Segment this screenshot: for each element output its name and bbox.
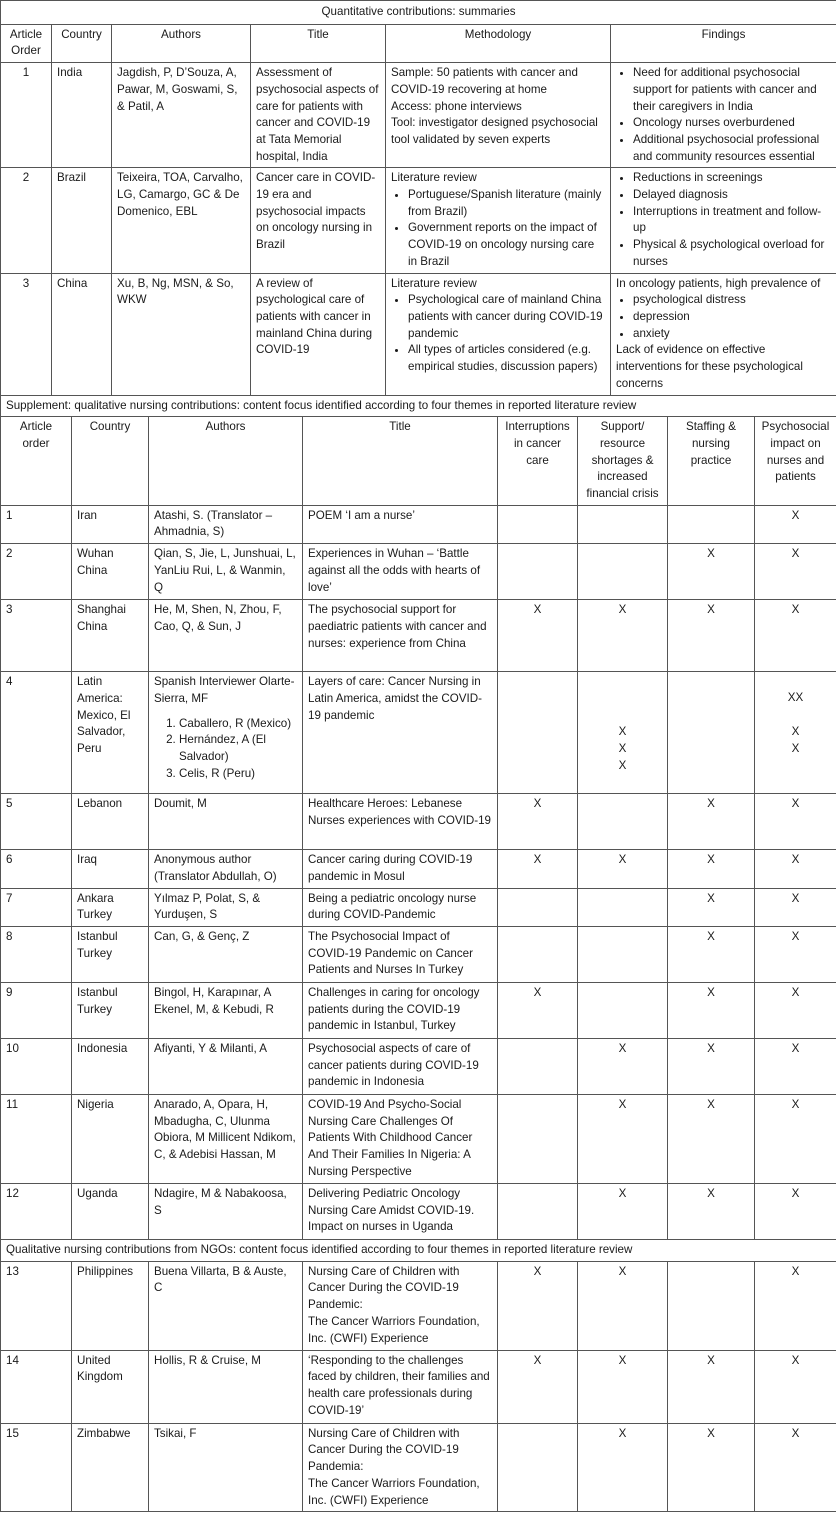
header-title: Title [303, 417, 498, 506]
table-row [1, 1038, 836, 1094]
quantitative-header-row [1, 24, 836, 62]
mark-psychosocial: X [755, 1423, 836, 1512]
mark-psychosocial: X [755, 1038, 836, 1094]
mark-psychosocial [755, 672, 836, 794]
title: Healthcare Heroes: Lebanese Nurses experiences with COVID-19 [303, 794, 498, 850]
authors: Buena Villarta, B & Auste, C [149, 1261, 303, 1350]
table-row [1, 888, 836, 926]
table-row [1, 672, 836, 794]
methodology [386, 168, 611, 273]
mark-psychosocial: X [755, 1261, 836, 1350]
authors-list [154, 716, 297, 783]
header-support-shortages: Support/ resource shortages & increased financial crisis [578, 417, 668, 506]
table-row [1, 544, 836, 600]
authors: Anarado, A, Opara, H, Mbadugha, C, Ulunma Obiora, M Millicent Ndikom, C, & Adebisi Hassan, M [149, 1094, 303, 1183]
mark-interruptions [498, 544, 578, 600]
article-order: 4 [1, 672, 72, 794]
findings-list [616, 292, 831, 342]
country: Iran [72, 505, 149, 543]
table-row [1, 168, 836, 273]
table-row [1, 1094, 836, 1183]
methodology-line: Access: phone interviews [391, 99, 522, 113]
finding-item: • Physical & psychological overload for nurses [633, 237, 831, 270]
mark-psychosocial: X [755, 1350, 836, 1423]
article-order: 15 [1, 1423, 72, 1512]
mark-support [578, 544, 668, 600]
mark-interruptions [498, 888, 578, 926]
mark: X [791, 741, 800, 755]
table-row [1, 63, 836, 168]
table-row [1, 794, 836, 850]
title: Cancer caring during COVID-19 pandemic in Mosul [303, 850, 498, 888]
country: Latin America: Mexico, El Salvador, Peru [72, 672, 149, 794]
mark-interruptions: X [498, 1261, 578, 1350]
country: Nigeria [72, 1094, 149, 1183]
mark-staffing: X [668, 1183, 755, 1239]
mark-interruptions: X [498, 1350, 578, 1423]
table-row [1, 982, 836, 1038]
header-article-order: Article Order [1, 24, 52, 62]
mark-staffing: X [668, 544, 755, 600]
methodology-list [391, 292, 605, 376]
mark-interruptions: X [498, 600, 578, 672]
methodology-item: • All types of articles considered (e.g. empirical studies, discussion papers) [408, 342, 605, 375]
methodology-item: • Portuguese/Spanish literature (mainly from Brazil) [408, 187, 605, 220]
title: Cancer care in COVID-19 era and psychosocial impacts on oncology nursing in Brazil [251, 168, 386, 273]
table-row [1, 1350, 836, 1423]
article-order: 5 [1, 794, 72, 850]
findings-intro: In oncology patients, high prevalence of [616, 276, 821, 290]
mark-psychosocial: X [755, 850, 836, 888]
country: Brazil [52, 168, 112, 273]
title: The psychosocial support for paediatric patients with cancer and nurses: experience from China [303, 600, 498, 672]
mark-support: X [578, 850, 668, 888]
mark-staffing [668, 672, 755, 794]
finding-item: • Additional psychosocial professional and community resources essential [633, 132, 831, 165]
authors: Can, G, & Genç, Z [149, 926, 303, 982]
country: Shanghai China [72, 600, 149, 672]
header-authors: Authors [149, 417, 303, 506]
authors [149, 672, 303, 794]
header-methodology: Methodology [386, 24, 611, 62]
article-order: 2 [1, 544, 72, 600]
authors: Hollis, R & Cruise, M [149, 1350, 303, 1423]
mark-interruptions [498, 1094, 578, 1183]
mark-support [578, 982, 668, 1038]
table-row [1, 1261, 836, 1350]
article-order: 1 [1, 63, 52, 168]
country: Istanbul Turkey [72, 982, 149, 1038]
authors: Qian, S, Jie, L, Junshuai, L, YanLiu Rui, L, & Wanmin, Q [149, 544, 303, 600]
mark-psychosocial: X [755, 888, 836, 926]
country: Wuhan China [72, 544, 149, 600]
mark-support: X [578, 600, 668, 672]
authors: Ndagire, M & Nabakoosa, S [149, 1183, 303, 1239]
article-order: 9 [1, 982, 72, 1038]
authors: Afiyanti, Y & Milanti, A [149, 1038, 303, 1094]
mark-support: X [578, 1423, 668, 1512]
mark-interruptions [498, 1183, 578, 1239]
mark-interruptions [498, 1423, 578, 1512]
title: A review of psychological care of patients with cancer in mainland China during COVID-19 [251, 273, 386, 395]
country: Zimbabwe [72, 1423, 149, 1512]
mark-staffing: X [668, 1423, 755, 1512]
authors-intro: Spanish Interviewer Olarte-Sierra, MF [154, 675, 295, 705]
country: Uganda [72, 1183, 149, 1239]
methodology-intro: Literature review [391, 171, 477, 185]
mark-support: X [578, 1094, 668, 1183]
table-row [1, 505, 836, 543]
country: United Kingdom [72, 1350, 149, 1423]
authors: He, M, Shen, N, Zhou, F, Cao, Q, & Sun, J [149, 600, 303, 672]
table-row [1, 926, 836, 982]
header-authors: Authors [112, 24, 251, 62]
methodology-item: • Government reports on the impact of COVID-19 on oncology nursing care in Brazil [408, 220, 605, 270]
authors: Doumit, M [149, 794, 303, 850]
title: Experiences in Wuhan – ‘Battle against all the odds with hearts of love’ [303, 544, 498, 600]
title: Being a pediatric oncology nurse during COVID-Pandemic [303, 888, 498, 926]
mark-psychosocial: X [755, 505, 836, 543]
quantitative-caption: Quantitative contributions: summaries [1, 1, 836, 25]
mark-staffing: X [668, 888, 755, 926]
mark: XX [787, 691, 804, 705]
qualitative-header-row [1, 417, 836, 506]
finding-item: • depression [633, 309, 831, 326]
mark-staffing: X [668, 600, 755, 672]
author-item: 1. Caballero, R (Mexico) [179, 716, 297, 733]
finding-item: • Oncology nurses overburdened [633, 115, 831, 132]
mark-psychosocial: X [755, 982, 836, 1038]
authors: Yılmaz P, Polat, S, & Yurduşen, S [149, 888, 303, 926]
mark: X [618, 741, 627, 755]
ngo-caption-row [1, 1239, 836, 1261]
mark-staffing: X [668, 1038, 755, 1094]
table-row [1, 1423, 836, 1512]
finding-item: • psychological distress [633, 292, 831, 309]
mark-staffing [668, 505, 755, 543]
quantitative-table [0, 0, 836, 396]
article-order: 8 [1, 926, 72, 982]
findings [611, 168, 836, 273]
article-order: 2 [1, 168, 52, 273]
methodology-line: Tool: investigator designed psychosocial tool validated by seven experts [391, 116, 598, 146]
country: Lebanon [72, 794, 149, 850]
qualitative-caption: Supplement: qualitative nursing contributions: content focus identified according to four themes in reported literature review [1, 395, 836, 417]
article-order: 7 [1, 888, 72, 926]
table-row [1, 850, 836, 888]
finding-item: • Reductions in screenings [633, 170, 831, 187]
mark-support: X [578, 1350, 668, 1423]
mark-psychosocial: X [755, 544, 836, 600]
mark-psychosocial: X [755, 1183, 836, 1239]
mark-staffing [668, 1261, 755, 1350]
methodology-item: • Psychological care of mainland China patients with cancer during COVID-19 pandemic [408, 292, 605, 342]
title: Delivering Pediatric Oncology Nursing Care Amidst COVID-19. Impact on nurses in Uganda [303, 1183, 498, 1239]
title: Challenges in caring for oncology patients during the COVID-19 pandemic in Istanbul, Turkey [303, 982, 498, 1038]
finding-item: • Delayed diagnosis [633, 187, 831, 204]
findings-outro: Lack of evidence on effective interventions for these psychological concerns [616, 343, 803, 390]
table-row [1, 600, 836, 672]
title: Assessment of psychosocial aspects of care for patients with cancer and COVID-19 at Tata Memorial hospital, India [251, 63, 386, 168]
findings [611, 63, 836, 168]
title: Psychosocial aspects of care of cancer patients during COVID-19 pandemic in Indonesia [303, 1038, 498, 1094]
mark-staffing: X [668, 850, 755, 888]
authors: Anonymous author (Translator Abdullah, O) [149, 850, 303, 888]
article-order: 3 [1, 273, 52, 395]
qualitative-caption-row [1, 395, 836, 417]
article-order: 13 [1, 1261, 72, 1350]
findings-list [616, 170, 831, 270]
table-row [1, 273, 836, 395]
mark-interruptions [498, 926, 578, 982]
article-order: 1 [1, 505, 72, 543]
title [303, 1423, 498, 1512]
finding-item: • anxiety [633, 326, 831, 343]
finding-item: • Need for additional psychosocial support for patients with cancer and their caregivers in India [633, 65, 831, 115]
mark-support: X [578, 1261, 668, 1350]
header-staffing: Staffing & nursing practice [668, 417, 755, 506]
methodology [386, 63, 611, 168]
methodology-list [391, 187, 605, 271]
country: China [52, 273, 112, 395]
title-line: Nursing Care of Children with Cancer During the COVID-19 Pandemia: [308, 1426, 460, 1474]
author-item: 3. Celis, R (Peru) [179, 766, 297, 783]
mark-interruptions [498, 672, 578, 794]
methodology-line: Sample: 50 patients with cancer and COVID-19 recovering at home [391, 66, 578, 96]
title: COVID-19 And Psycho-Social Nursing Care Challenges Of Patients With Childhood Cancer And Their Families In Nigeria: A Nursing Perspective [303, 1094, 498, 1183]
author-item: 2. Hernández, A (El Salvador) [179, 732, 297, 765]
findings-list [616, 65, 831, 165]
findings [611, 273, 836, 395]
mark-support: X [578, 1183, 668, 1239]
mark-psychosocial: X [755, 926, 836, 982]
mark-interruptions [498, 505, 578, 543]
mark: X [791, 724, 800, 738]
authors: Atashi, S. (Translator – Ahmadnia, S) [149, 505, 303, 543]
authors: Teixeira, TOA, Carvalho, LG, Camargo, GC & De Domenico, EBL [112, 168, 251, 273]
title-line: The Cancer Warriors Foundation, Inc. (CWFI) Experience [308, 1314, 480, 1345]
header-country: Country [72, 417, 149, 506]
title: The Psychosocial Impact of COVID-19 Pandemic on Cancer Patients and Nurses In Turkey [303, 926, 498, 982]
authors: Jagdish, P, D’Souza, A, Pawar, M, Goswami, S, & Patil, A [112, 63, 251, 168]
country: India [52, 63, 112, 168]
methodology-intro: Literature review [391, 276, 477, 290]
header-findings: Findings [611, 24, 836, 62]
article-order: 12 [1, 1183, 72, 1239]
mark-staffing: X [668, 926, 755, 982]
qualitative-table [0, 395, 836, 1513]
table-row [1, 1183, 836, 1239]
country: Istanbul Turkey [72, 926, 149, 982]
article-order: 11 [1, 1094, 72, 1183]
authors: Bingol, H, Karapınar, A Ekenel, M, & Kebudi, R [149, 982, 303, 1038]
mark-interruptions: X [498, 850, 578, 888]
mark-interruptions [498, 1038, 578, 1094]
methodology [386, 273, 611, 395]
article-order: 6 [1, 850, 72, 888]
mark-support: X [578, 1038, 668, 1094]
ngo-caption: Qualitative nursing contributions from NGOs: content focus identified according to four themes in reported literature review [1, 1239, 836, 1261]
header-country: Country [52, 24, 112, 62]
mark-staffing: X [668, 1350, 755, 1423]
mark-staffing: X [668, 982, 755, 1038]
finding-item: • Interruptions in treatment and follow-up [633, 204, 831, 237]
mark-support [578, 926, 668, 982]
title-line: Nursing Care of Children with Cancer During the COVID-19 Pandemic: [308, 1264, 460, 1312]
mark-interruptions: X [498, 982, 578, 1038]
country: Indonesia [72, 1038, 149, 1094]
title: Layers of care: Cancer Nursing in Latin America, amidst the COVID-19 pandemic [303, 672, 498, 794]
title [303, 1350, 498, 1423]
authors: Xu, B, Ng, MSN, & So, WKW [112, 273, 251, 395]
title-line: ‘Responding to the challenges faced by children, their families and health care professionals during COVID-19’ [308, 1353, 490, 1417]
mark-staffing: X [668, 794, 755, 850]
title [303, 1261, 498, 1350]
mark-support [578, 794, 668, 850]
article-order: 14 [1, 1350, 72, 1423]
mark-psychosocial: X [755, 794, 836, 850]
quantitative-caption-row [1, 1, 836, 25]
mark-interruptions: X [498, 794, 578, 850]
mark-support [578, 505, 668, 543]
article-order: 3 [1, 600, 72, 672]
country: Ankara Turkey [72, 888, 149, 926]
mark-psychosocial: X [755, 1094, 836, 1183]
authors: Tsikai, F [149, 1423, 303, 1512]
article-order: 10 [1, 1038, 72, 1094]
header-title: Title [251, 24, 386, 62]
mark-staffing: X [668, 1094, 755, 1183]
header-psychosocial: Psychosocial impact on nurses and patients [755, 417, 836, 506]
header-interruptions: Interruptions in cancer care [498, 417, 578, 506]
title-line: The Cancer Warriors Foundation, Inc. (CWFI) Experience [308, 1476, 480, 1507]
country: Iraq [72, 850, 149, 888]
country: Philippines [72, 1261, 149, 1350]
mark-support [578, 888, 668, 926]
mark: X [618, 725, 627, 739]
mark: X [618, 758, 627, 772]
mark-psychosocial: X [755, 600, 836, 672]
header-article-order: Article order [1, 417, 72, 506]
title: POEM ‘I am a nurse’ [303, 505, 498, 543]
mark-support [578, 672, 668, 794]
